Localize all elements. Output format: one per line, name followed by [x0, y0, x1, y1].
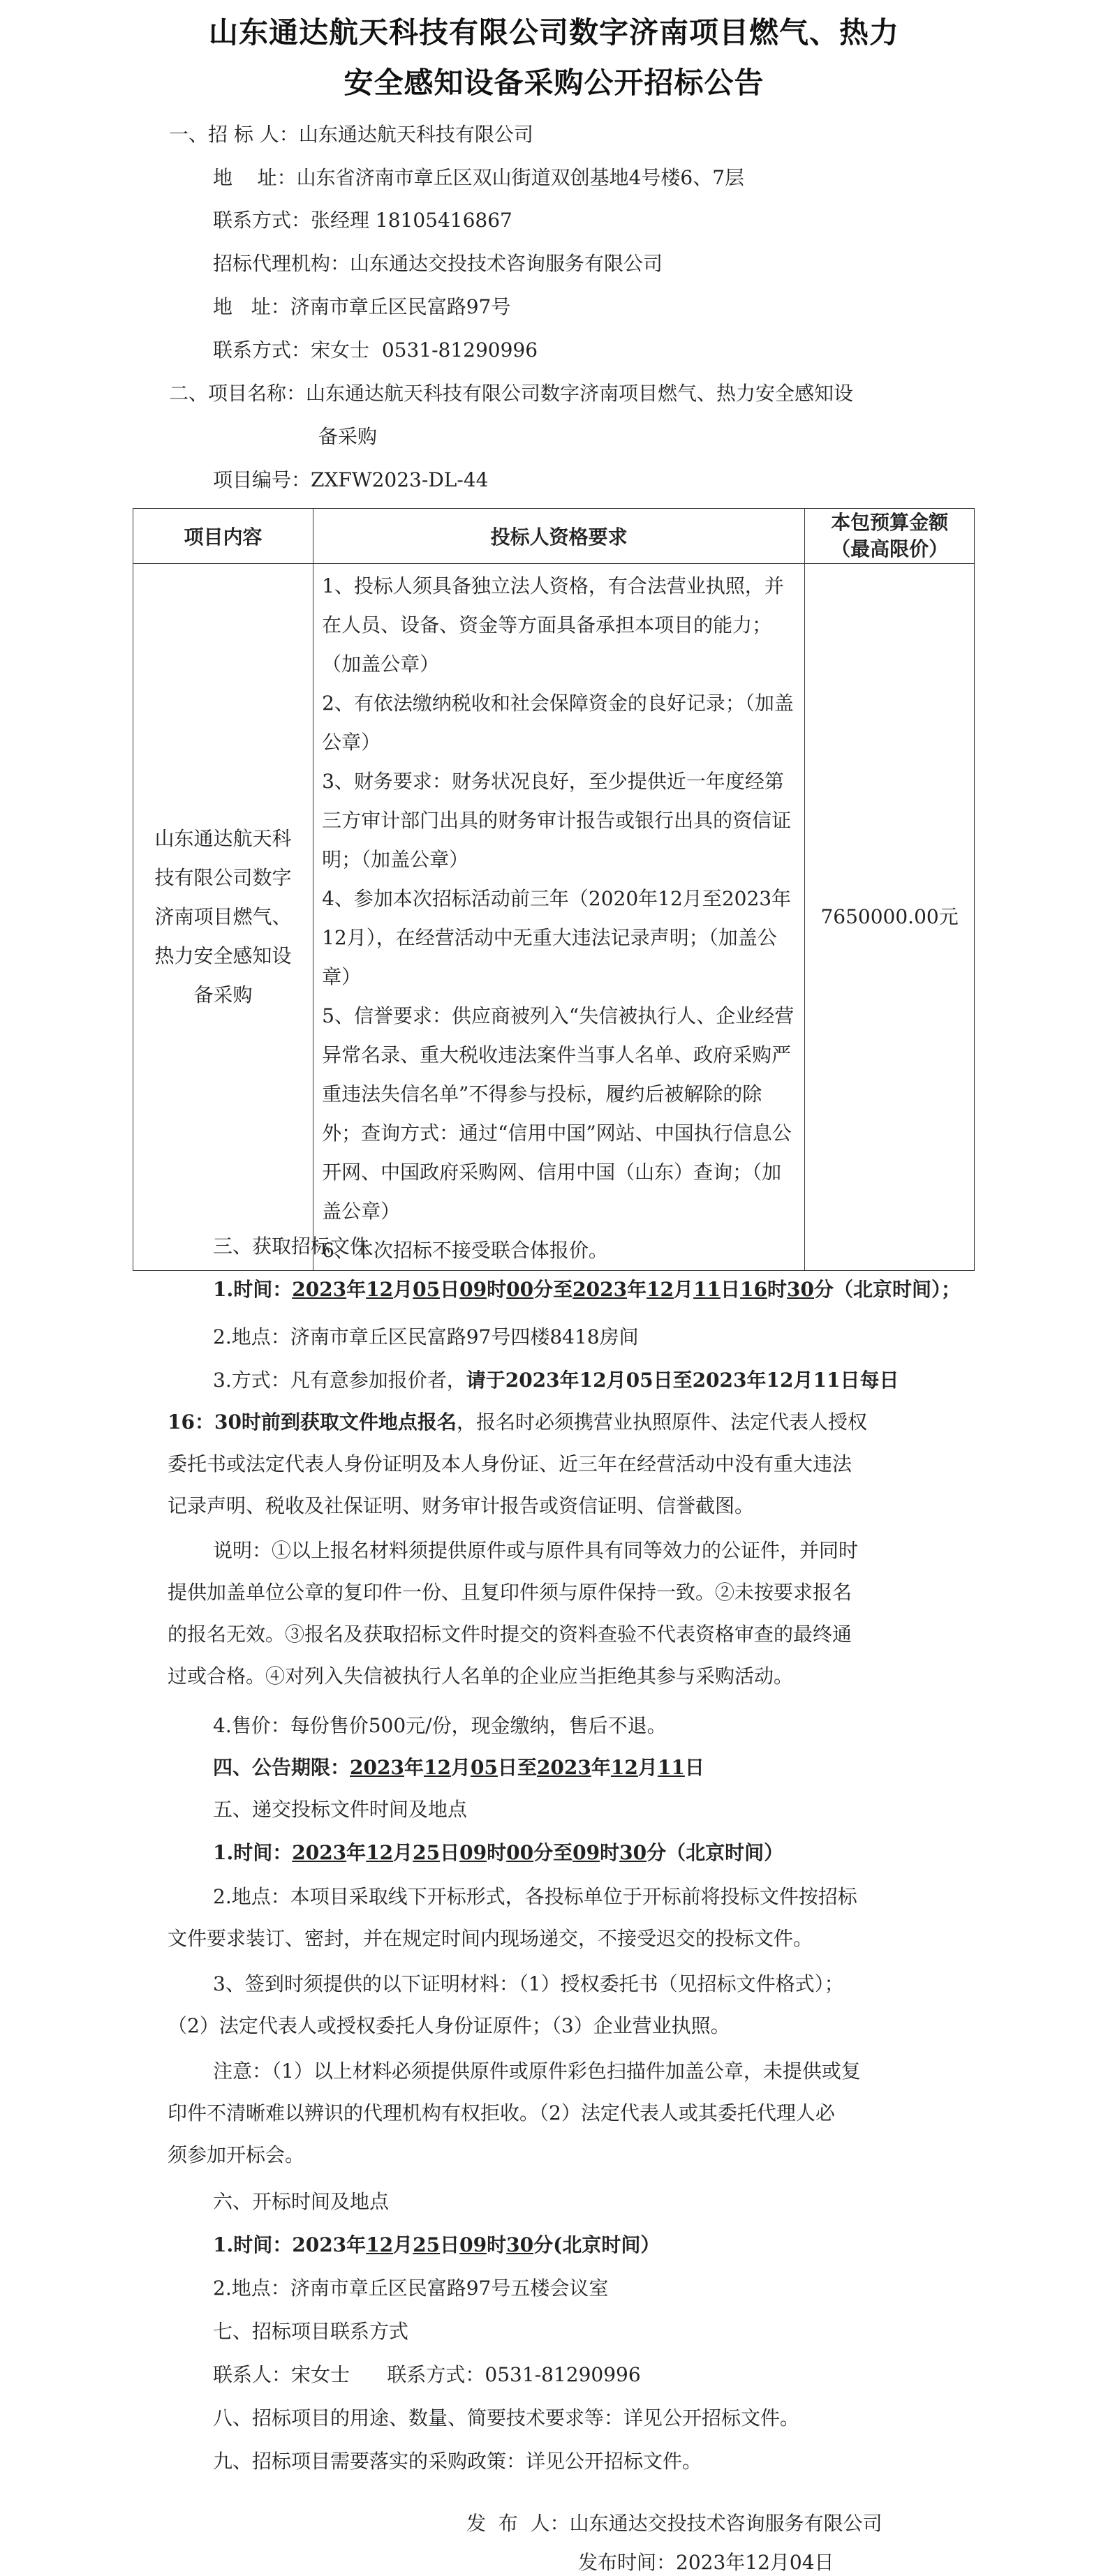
- tenderer-label: 一、招 标 人：: [169, 123, 299, 146]
- period-end-year: 2023: [536, 1756, 591, 1779]
- obtain-start-month: 12: [366, 1278, 394, 1301]
- section9: 九、招标项目需要落实的采购政策：详见公开招标文件。: [213, 2450, 702, 2473]
- requirement-item: 1、投标人须具备独立法人资格，有合法营业执照，并在人员、设备、资金等方面具备承担本项目的能力；（加盖公章）: [322, 574, 784, 676]
- header-budget-line-2: （最高限价）: [831, 537, 949, 560]
- requirements-cell: [313, 564, 805, 1271]
- agency-address-label: 地 址：: [213, 295, 290, 318]
- submit-place-line-1: 2.地点：本项目采取线下开标形式，各投标单位于开标前将投标文件按招标: [213, 1885, 857, 1908]
- section6-heading: 六、开标时间及地点: [213, 2190, 390, 2213]
- agency-address-row: [213, 295, 510, 320]
- table-header-row: [133, 509, 975, 564]
- opening-hour: 09: [459, 2233, 487, 2256]
- period-end-day: 11: [657, 1756, 685, 1779]
- submit-year: 2023: [292, 1841, 347, 1864]
- obtain-end-day: 11: [693, 1278, 721, 1301]
- submit-end-hour: 09: [573, 1841, 600, 1864]
- submit-time-row: 1.时间：2023年12月25日09时00分至09时30分（北京时间）: [213, 1841, 784, 1864]
- obtain-end-month: 12: [647, 1278, 674, 1301]
- qualification-table: [133, 508, 975, 1271]
- publish-date: 发布时间：2023年12月04日: [578, 2551, 834, 2574]
- project-content-line: 技有限公司数字: [154, 866, 292, 889]
- agency-contact-value: 宋女士 0531-81290996: [311, 338, 538, 362]
- obtain-method-line-2: [168, 1410, 867, 1435]
- section3-heading: 三、获取招标文件: [213, 1235, 370, 1258]
- page-title-line-2: 安全感知设备采购公开招标公告: [344, 66, 764, 100]
- contact-row: [213, 208, 512, 233]
- opening-time-row: 1.时间：2023年12月25日09时30分(北京时间）: [213, 2233, 660, 2256]
- project-content-line: 备采购: [193, 983, 253, 1006]
- submit-start-minute: 00: [506, 1841, 534, 1864]
- header-requirements: 投标人资格要求: [313, 509, 805, 564]
- document-price: 4.售价：每份售价500元/份，现金缴纳，售后不退。: [213, 1714, 667, 1737]
- obtain-method-line-3: 委托书或法定代表人身份证明及本人身份证、近三年在经营活动中没有重大违法: [168, 1452, 852, 1475]
- project-name-line-2: 备采购: [318, 425, 378, 448]
- period-start-day: 05: [470, 1756, 498, 1779]
- obtain-note-line-1: 说明：①以上报名材料须提供原件或与原件具有同等效力的公证件，并同时: [213, 1539, 859, 1562]
- obtain-method-dates: 请于2023年12月05日至2023年12月11日每日: [466, 1369, 899, 1392]
- contact-value: 张经理 18105416867: [311, 209, 512, 232]
- obtain-place: 2.地点：济南市章丘区民富路97号四楼8418房间: [213, 1325, 639, 1348]
- agency-address-value: 济南市章丘区民富路97号: [290, 295, 511, 318]
- project-content-line: 济南项目燃气、: [154, 905, 292, 928]
- period-end-month: 12: [610, 1756, 638, 1779]
- tenderer-value: 山东通达航天科技有限公司: [298, 123, 533, 146]
- address-value: 山东省济南市章丘区双山街道双创基地4号楼6、7层: [296, 166, 745, 189]
- period-start-month: 12: [423, 1756, 451, 1779]
- period-start-year: 2023: [350, 1756, 404, 1779]
- project-code-label: 项目编号：: [213, 468, 311, 491]
- project-name-label: 二、项目名称：: [169, 382, 306, 405]
- section7-heading: 七、招标项目联系方式: [213, 2320, 409, 2343]
- obtain-method-materials: ，报名时必须携营业执照原件、法定代表人授权: [456, 1410, 867, 1434]
- obtain-method-line-4: 记录声明、税收及社保证明、财务审计报告或资信证明、信誉截图。: [168, 1494, 755, 1517]
- project-contact: 联系人：宋女士 联系方式：0531-81290996: [213, 2363, 641, 2386]
- submit-start-hour: 09: [459, 1841, 487, 1864]
- budget-cell: 7650000.00元: [805, 564, 975, 1271]
- obtain-note-line-3: 的报名无效。③报名及获取招标文件时提交的资料查验不代表资格审查的最终通: [168, 1623, 852, 1646]
- agency-contact-row: [213, 338, 538, 363]
- section5-heading: 五、递交投标文件时间及地点: [213, 1798, 468, 1821]
- submit-note-line-1: 注意：（1）以上材料必须提供原件或原件彩色扫描件加盖公章，未提供或复: [213, 2060, 861, 2083]
- obtain-end-minute: 30: [787, 1278, 814, 1301]
- page-title-line-1: 山东通达航天科技有限公司数字济南项目燃气、热力: [208, 15, 899, 50]
- opening-time-suffix: (北京时间）: [553, 2233, 660, 2256]
- obtain-start-day: 05: [413, 1278, 441, 1301]
- agency-row: [213, 251, 663, 276]
- obtain-start-hour: 09: [459, 1278, 487, 1301]
- table-row: [133, 564, 975, 1271]
- obtain-end-year: 2023: [573, 1278, 628, 1301]
- header-budget: [805, 509, 975, 564]
- requirement-item: 3、财务要求：财务状况良好，至少提供近一年度经第三方审计部门出具的财务审计报告或银行出具的资信证明；（加盖公章）: [322, 770, 792, 871]
- obtain-method-deadline: 16：30时前到获取文件地点报名: [168, 1410, 457, 1434]
- section8: 八、招标项目的用途、数量、简要技术要求等：详见公开招标文件。: [213, 2406, 800, 2429]
- obtain-time-label: 1.时间：: [213, 1278, 293, 1301]
- agency-contact-label: 联系方式：: [213, 338, 311, 362]
- project-name-row: [169, 381, 853, 406]
- project-content-line: 热力安全感知设: [154, 944, 292, 967]
- opening-place: 2.地点：济南市章丘区民富路97号五楼会议室: [213, 2277, 609, 2300]
- project-content-cell: [133, 564, 313, 1271]
- obtain-end-hour: 16: [740, 1278, 768, 1301]
- submit-time-label: 1.时间：: [213, 1841, 293, 1864]
- obtain-note-line-4: 过或合格。④对列入失信被执行人名单的企业应当拒绝其参与采购活动。: [168, 1665, 794, 1688]
- opening-month: 12: [366, 2233, 394, 2256]
- obtain-method-text: 3.方式：凡有意参加报价者，: [213, 1369, 466, 1392]
- opening-day: 25: [413, 2233, 441, 2256]
- address-row: [213, 165, 744, 191]
- opening-minute: 30: [506, 2233, 534, 2256]
- announcement-period: 四、公告期限：2023年12月05日至2023年12月11日: [213, 1756, 704, 1779]
- tenderer-row: [169, 122, 533, 147]
- opening-time-label: 1.时间：: [213, 2233, 293, 2256]
- project-name-line-1: 山东通达航天科技有限公司数字济南项目燃气、热力安全感知设: [306, 382, 854, 405]
- project-code-value: ZXFW2023-DL-44: [311, 468, 489, 491]
- obtain-start-minute: 00: [506, 1278, 534, 1301]
- submit-month: 12: [366, 1841, 394, 1864]
- project-code-row: [213, 468, 488, 493]
- agency-value: 山东通达交投技术咨询服务有限公司: [350, 252, 663, 275]
- signin-docs-line-1: 3、签到时须提供的以下证明材料：（1）授权委托书（见招标文件格式）；: [213, 1972, 844, 1995]
- signin-docs-line-2: （2）法定代表人或授权委托人身份证原件；（3）企业营业执照。: [168, 2014, 730, 2037]
- requirement-item: 4、参加本次招标活动前三年（2020年12月至2023年12月），在经营活动中无重大违法记录声明；（加盖公章）: [322, 887, 792, 988]
- submit-note-line-3: 须参加开标会。: [168, 2143, 305, 2166]
- obtain-time-suffix: （北京时间）；: [834, 1278, 961, 1301]
- announcement-period-label: 四、公告期限：: [213, 1756, 350, 1779]
- project-content-line: 山东通达航天科: [154, 827, 292, 850]
- submit-note-line-2: 印件不清晰难以辨识的代理机构有权拒收。（2）法定代表人或其委托代理人必: [168, 2101, 835, 2124]
- submit-time-suffix: （北京时间）: [666, 1841, 784, 1864]
- obtain-time-row: 1.时间：2023年12月05日09时00分至2023年12月11日16时30分（北京时间）；: [213, 1278, 961, 1301]
- address-label: 地 址：: [213, 166, 297, 189]
- opening-year: 2023: [292, 2233, 347, 2256]
- header-budget-line-1: 本包预算金额: [831, 511, 949, 534]
- obtain-note-line-2: 提供加盖单位公章的复印件一份、且复印件须与原件保持一致。②未按要求报名: [168, 1581, 852, 1604]
- header-project-content: 项目内容: [133, 509, 313, 564]
- submit-end-minute: 30: [619, 1841, 647, 1864]
- contact-label: 联系方式：: [213, 209, 311, 232]
- submit-day: 25: [413, 1841, 441, 1864]
- submit-place-line-2: 文件要求装订、密封，并在规定时间内现场递交，不接受迟交的投标文件。: [168, 1927, 813, 1950]
- publisher: 发 布 人：山东通达交投技术咨询服务有限公司: [466, 2512, 882, 2535]
- requirement-item: 2、有依法缴纳税收和社会保障资金的良好记录；（加盖公章）: [322, 692, 794, 754]
- obtain-method-line-1: [213, 1368, 899, 1393]
- agency-label: 招标代理机构：: [213, 252, 350, 275]
- requirement-item: 5、信誉要求：供应商被列入“失信被执行人、企业经营异常名录、重大税收违法案件当事人名单、政府采购严重违法失信名单”不得参与投标，履约后被解除的除外；查询方式：通过“信用中国”网站、中国执行信息公开网、中国政府采购网、信用中国（山东）查询；（加盖公章）: [322, 1004, 795, 1223]
- obtain-start-year: 2023: [292, 1278, 347, 1301]
- requirement-item: 6、本次招标不接受联合体报价。: [322, 1239, 608, 1262]
